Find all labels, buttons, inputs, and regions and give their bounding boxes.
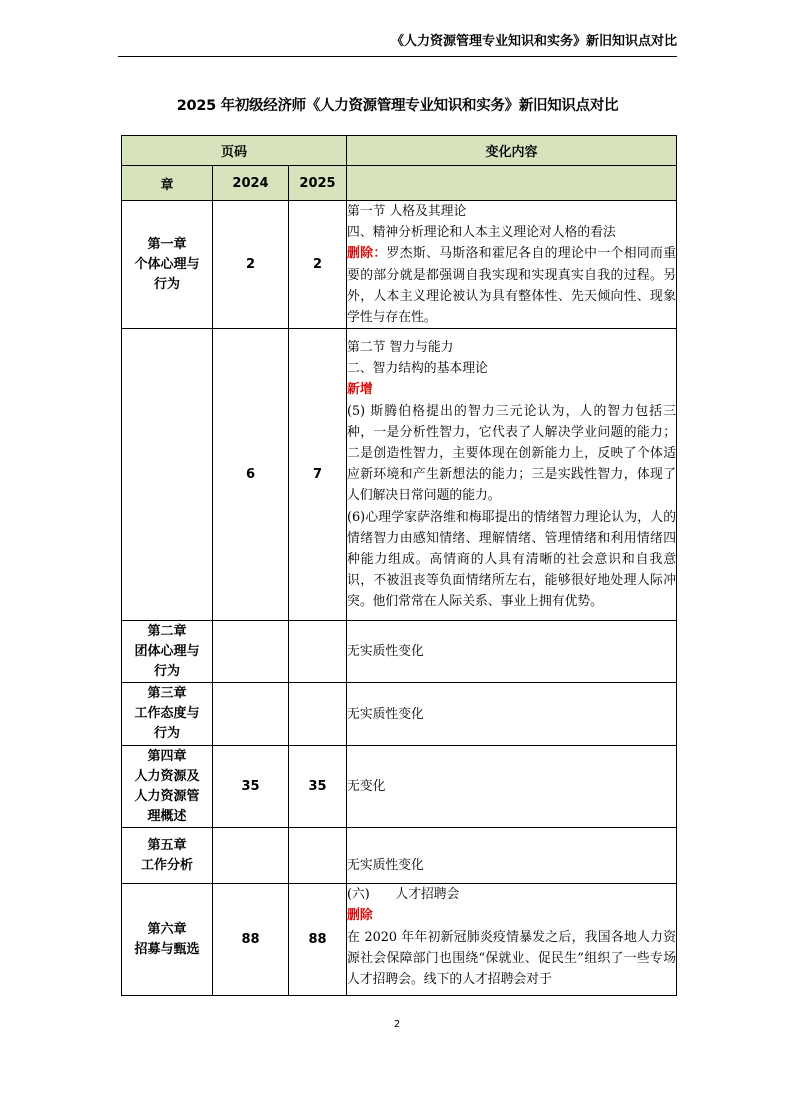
table-header-row [122,136,677,166]
chapter-line: 第五章 [147,837,187,853]
change-content [347,884,677,996]
chapter-line: 行为 [153,663,180,679]
chapter-line: 第一章 [147,236,187,252]
change-paragraph [347,243,676,328]
chapter-line: 招募与甄选 [134,941,200,957]
chapter-line: 第三章 [147,686,187,702]
subsection-heading: 二、智力结构的基本理论 [347,361,488,377]
chapter-cell [122,683,213,746]
chapter-line: 个体心理与 [134,256,200,272]
table-subheader-row [122,166,677,201]
chapter-cell [122,746,213,828]
page-2024: 2 [213,201,289,329]
page-2024 [213,621,289,683]
change-content: 无实质性变化 [347,828,677,884]
section-heading: 第二节 智力与能力 [347,339,454,355]
page-2024 [213,828,289,884]
table-row [122,828,677,884]
document-title: 2025 年初级经济师《人力资源管理专业知识和实务》新旧知识点对比 [176,98,619,114]
page-2024: 88 [213,884,289,996]
comparison-table [121,135,677,996]
page-2025 [289,828,347,884]
change-content: 无实质性变化 [347,683,677,746]
change-paragraph: (6)心理学家萨洛维和梅耶提出的情绪智力理论认为，人的情绪智力由感知情绪、理解情绪、管理情绪和利用情绪四种能力组成。高情商的人具有清晰的社会意识和自我意识，不被沮丧等负面情绪所左右，能够很好地处理人际冲突。他们常常在人际关系、事业上拥有优势。 [347,509,677,610]
page-2025: 88 [289,884,347,996]
change-content [347,201,677,329]
header-rule [118,56,677,57]
header-blank [347,166,677,201]
chapter-line: 工作分析 [140,857,193,873]
table-row [122,683,677,746]
chapter-cell [122,201,213,329]
page-2025: 2 [289,201,347,329]
subsection-heading: (六) 人才招聘会 [347,887,460,903]
change-content [347,329,677,621]
table-row [122,746,677,828]
page-2025: 7 [289,329,347,621]
header-2024: 2024 [213,166,289,201]
table-row [122,621,677,683]
chapter-line: 行为 [153,276,180,292]
page-number: 2 [393,1019,401,1030]
header-2025: 2025 [289,166,347,201]
page-2024 [213,683,289,746]
chapter-line: 人力资源管 [134,788,200,804]
change-content: 无实质性变化 [347,621,677,683]
page-2024: 35 [213,746,289,828]
chapter-line: 人力资源及 [134,768,200,784]
deleted-tag: 删除 [347,908,373,924]
chapter-cell [122,828,213,884]
chapter-line: 理概述 [147,808,187,824]
chapter-cell [122,884,213,996]
chapter-line: 第四章 [147,748,187,764]
header-chapter: 章 [122,166,213,201]
chapter-line: 工作态度与 [134,706,200,722]
change-paragraph: 在 2020 年年初新冠肺炎疫情暴发之后，我国各地人力资源社会保障部门也围绕“保就业、促民生”组织了一些专场人才招聘会。线下的人才招聘会对于 [347,929,677,988]
chapter-cell [122,621,213,683]
deleted-tag: 删除： [347,246,387,262]
page-2024: 6 [213,329,289,621]
header-changes: 变化内容 [347,136,677,166]
change-paragraph: (5) 斯腾伯格提出的智力三元论认为，人的智力包括三种，一是分析性智力，它代表了人解决学业问题的能力；二是创造性智力，主要体现在创新能力上，反映了个体适应新环境和产生新想法的能力；三是实践性智力，体现了人们解决日常问题的能力。 [347,403,677,504]
section-heading: 第一节 人格及其理论 [347,204,467,219]
chapter-line: 行为 [153,726,180,742]
subsection-heading: 四、精神分析理论和人本主义理论对人格的看法 [347,225,616,241]
table-row [122,329,677,621]
page-2025 [289,683,347,746]
running-header: 《人力资源管理专业知识和实务》新旧知识点对比 [390,34,677,49]
change-content: 无变化 [347,746,677,828]
page-2025: 35 [289,746,347,828]
chapter-line: 团体心理与 [134,643,200,659]
table-row [122,201,677,329]
header-pages: 页码 [122,136,347,166]
table-row [122,884,677,996]
added-tag: 新增 [347,382,373,398]
change-text: 罗杰斯、马斯洛和霍尼各自的理论中一个相同而重要的部分就是都强调自我实现和实现真实自我的过程。另外，人本主义理论被认为具有整体性、先天倾向性、现象学性与存在性。 [347,246,677,326]
chapter-line: 第六章 [147,921,187,937]
chapter-line: 第二章 [147,623,187,639]
chapter-cell [122,329,213,621]
page-2025 [289,621,347,683]
